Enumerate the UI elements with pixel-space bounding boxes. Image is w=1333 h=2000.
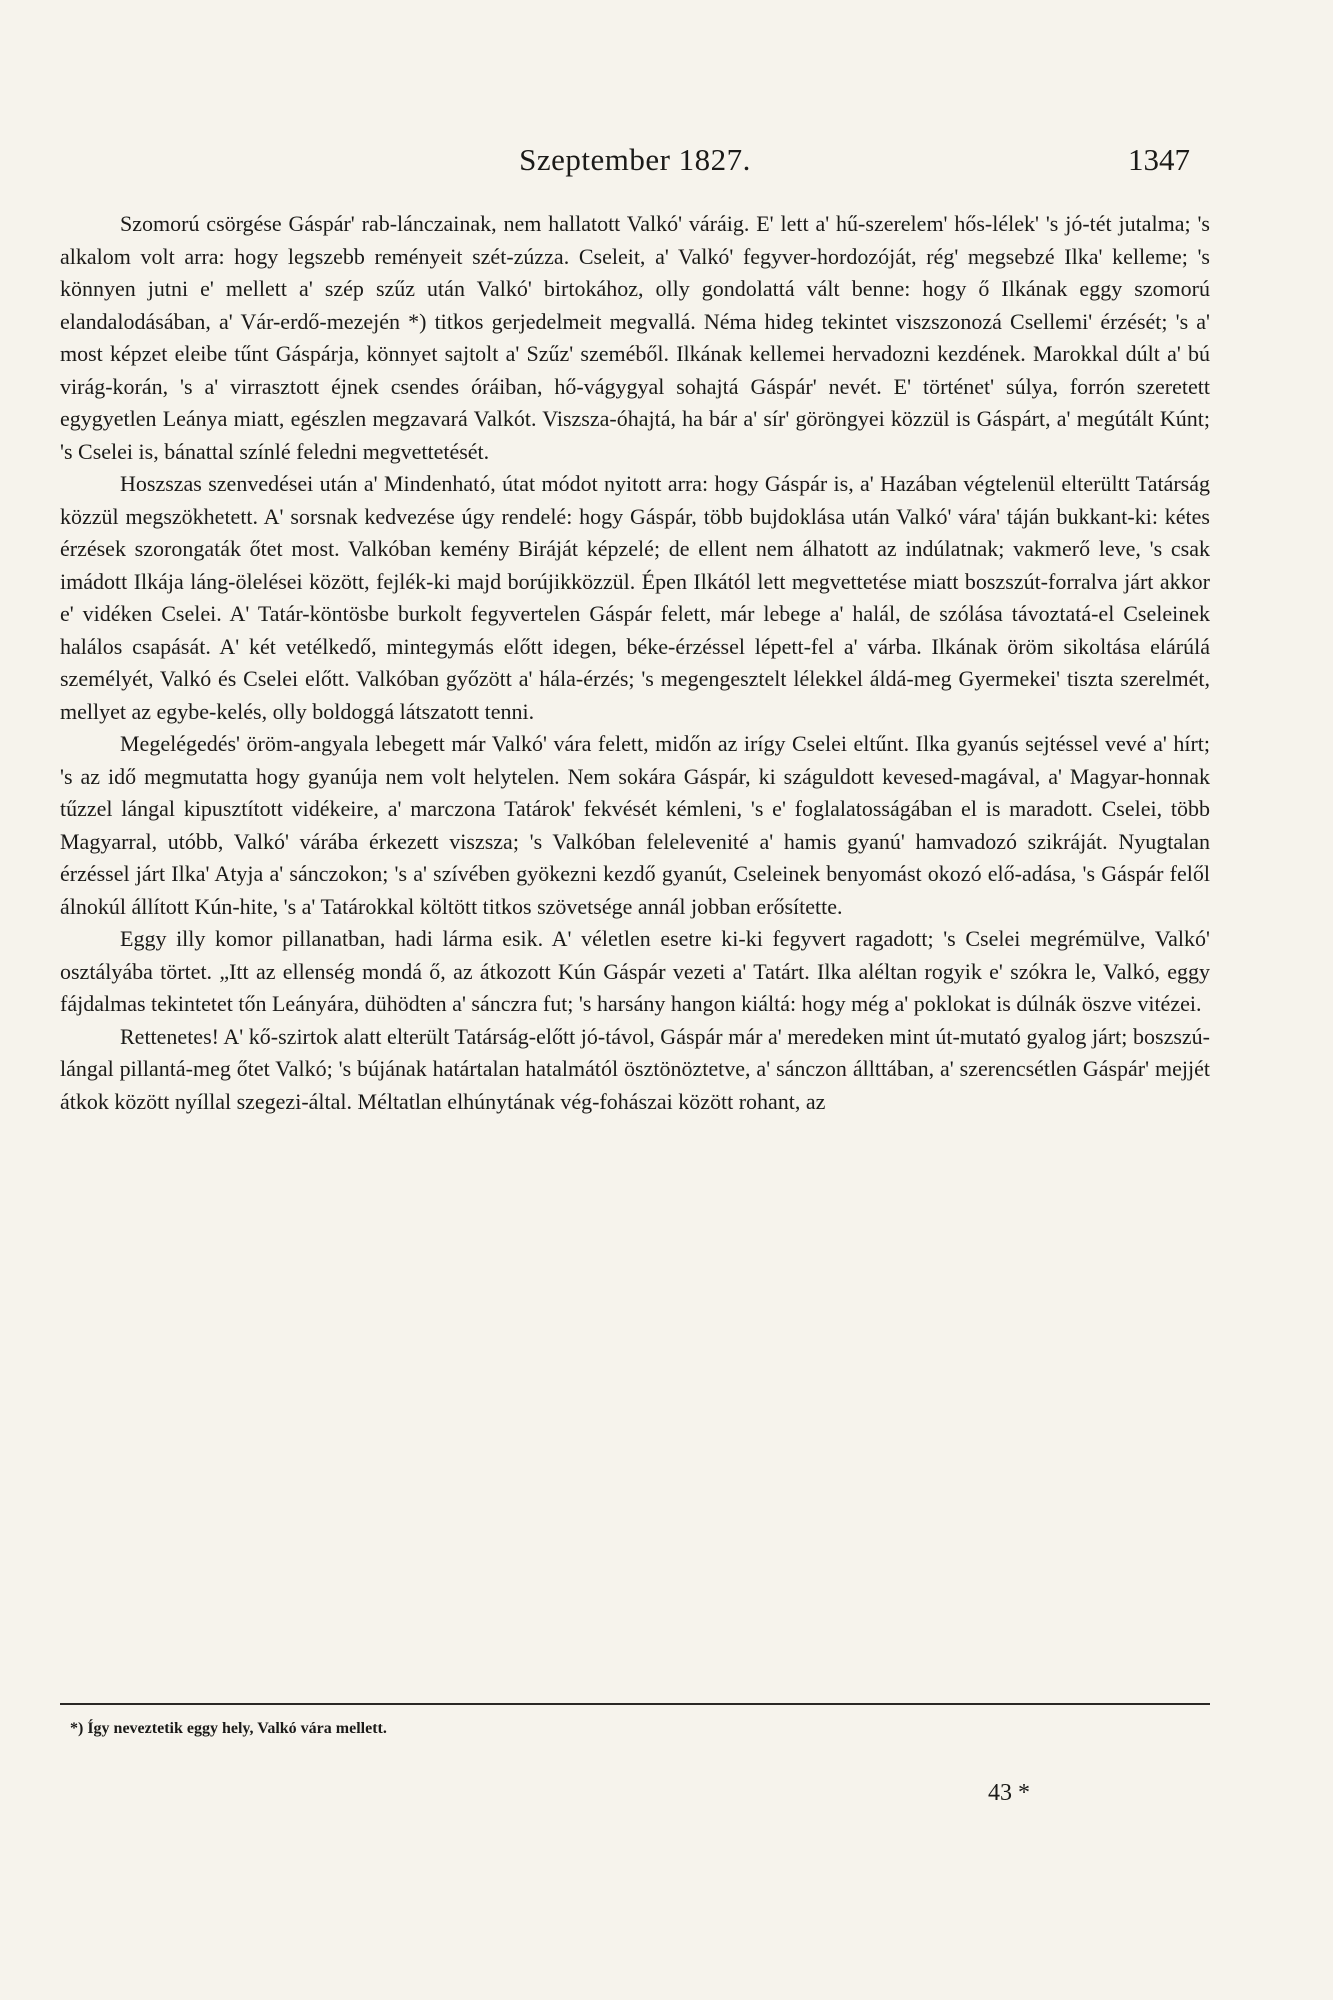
- running-head: Szeptember 1827.: [519, 142, 751, 177]
- paragraph-2: Hoszszas szenvedései után a' Mindenható, útat módot nyitott arra: hogy Gáspár is, a' Hazában végtelenül elterültt Tatárság közzül megszökhetett. A' sorsnak kedvezése úgy rendelé: hogy Gáspár, több bujdoklása után Valkó' vára' táján bukkant-ki: kétes érzések szorongaták őtet most. Valkóban kemény Biráját képzelé; de ellent nem álhatott az indúlatnak; vakmerő leve, 's csak imádott Ilkája láng-ölelései között, fejlék-ki majd borújikközzül. Épen Ilkától lett megvettetése miatt boszszút-forralva járt akkor e' vidéken Cselei. A' Tatár-köntösbe burkolt fegyvertelen Gáspár felett, már lebege a' halál, de szólása távoztatá-el Cseleinek halálos csapását. A' két vetélkedő, mintegymás előtt idegen, béke-érzéssel lépett-fel a' várba. Ilkának öröm sikoltása elárúlá személyét, Valkó és Cselei előtt. Valkóban győzött a' hála-érzés; 's megengesztelt lélekkel áldá-meg Gyermekei' tiszta szerelmét, mellyet az egybe-kelés, olly boldoggá látszatott tenni.: [60, 471, 1210, 724]
- paragraph-3: Megelégedés' öröm-angyala lebegett már Valkó' vára felett, midőn az irígy Cselei eltűnt. Ilka gyanús sejtéssel vevé a' hírt; 's az idő megmutatta hogy gyanúja nem volt helytelen. Nem sokára Gáspár, ki száguldott kevesed-magával, a' Magyar-honnak tűzzel lángal kipusztított vidékeire, a' marczona Tatárok' fekvését kémleni, 's e' foglalatosságában el is maradott. Cselei, több Magyarral, utóbb, Valkó' várába érkezett viszsza; 's Valkóban felelevenité a' hamis gyanú' hamvadozó szikráját. Nyugtalan érzéssel járt Ilka' Atyja a' sánczokon; 's a' szívében gyökezni kezdő gyanút, Cseleinek benyomást okozó elő-adása, 's Gáspár felől álnokúl állított Kún-hite, 's a' Tatárokkal költött titkos szövetsége annál jobban erősítette.: [60, 731, 1210, 919]
- paragraph-5: Rettenetes! A' kő-szirtok alatt elterült Tatárság-előtt jó-távol, Gáspár már a' meredeken mint út-mutató gyalog járt; boszszú-lángal pillantá-meg őtet Valkó; 's bújának határtalan hatalmától ösztönöztetve, a' sánczon állttában, a' szerencsétlen Gáspár' mejjét átkok között nyíllal szegezi-által. Méltatlan elhúnytának vég-fohászai között rohant, az: [60, 1023, 1210, 1114]
- page-number: 1347: [1128, 142, 1190, 177]
- main-text: [60, 208, 1210, 1118]
- signature-mark: 43 *: [988, 1780, 1030, 1806]
- paragraph-1: Szomorú csörgése Gáspár' rab-lánczainak, nem hallatott Valkó' váráig. E' lett a' hű-szerelem' hős-lélek' 's jó-tét jutalma; 's alkalom volt arra: hogy legszebb reményeit szét-zúzza. Cseleit, a' Valkó' fegyver-hordozóját, rég' megsebzé Ilka' kelleme; 's könnyen jutni e' mellett a' szép szűz után Valkó' birtokához, olly gondolattá vált benne: hogy ő Ilkának eggy szomorú elandalodásában, a' Vár-erdő-mezején *) titkos gerjedelmeit megvallá. Néma hideg tekintet viszszonozá Csellemi' érzését; 's a' most képzet eleibe tűnt Gáspárja, könnyet sajtolt a' Szűz' szeméből. Ilkának kellemei hervadozni kezdének. Marokkal dúlt a' bú virág-korán, 's a' virrasztott éjnek csendes óráiban, hő-vágygyal sohajtá Gáspár' nevét. E' történet' súlya, forrón szeretett egygyetlen Leánya miatt, egészlen megzavará Valkót. Viszsza-óhajtá, ha bár a' sír' göröngyei közzül is Gáspárt, a' megútált Kúnt; 's Cselei is, bánattal színlé feledni megvettetését.: [60, 211, 1210, 464]
- page-header: [60, 142, 1210, 192]
- footnote-divider: [60, 1703, 1210, 1705]
- footnote: *) Így neveztetik eggy hely, Valkó vára mellett.: [70, 1720, 387, 1737]
- paragraph-4: Eggy illy komor pillanatban, hadi lárma esik. A' véletlen esetre ki-ki fegyvert ragadott; 's Cselei megrémülve, Valkó' osztályába törtet. „Itt az ellenség mondá ő, az átkozott Kún Gáspár vezeti a' Tatárt. Ilka aléltan rogyik e' szókra le, Valkó, eggy fájdalmas tekintetet tőn Leányára, dühödten a' sánczra fut; 's harsány hangon kiáltá: hogy még a' poklokat is dúlnák öszve vitézei.: [60, 926, 1210, 1016]
